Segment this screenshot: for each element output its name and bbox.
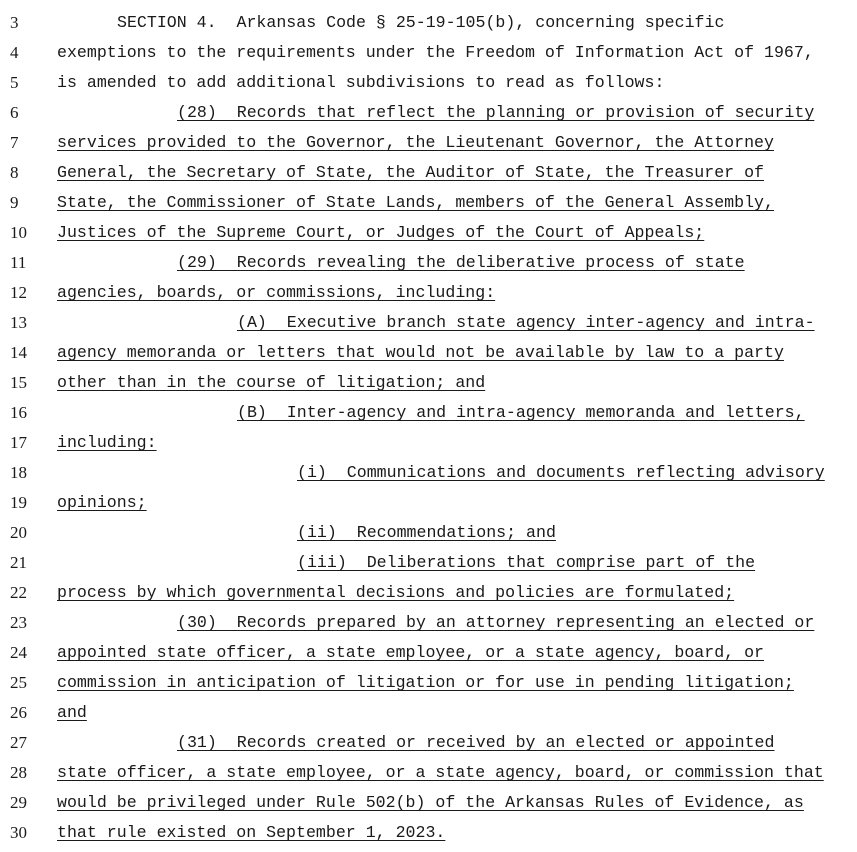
document-line	[0, 518, 857, 548]
document-line	[0, 98, 857, 128]
line-text	[57, 98, 814, 128]
document-line	[0, 668, 857, 698]
underlined-amendment-text: services provided to the Governor, the Lieutenant Governor, the Attorney	[57, 133, 774, 152]
line-number: 5	[10, 73, 19, 92]
line-text	[57, 668, 794, 698]
document-page	[0, 8, 857, 848]
line-number: 22	[10, 583, 27, 602]
line-number: 9	[10, 193, 19, 212]
underlined-amendment-text: (29) Records revealing the deliberative process of state	[177, 253, 745, 272]
document-line	[0, 398, 857, 428]
underlined-amendment-text: (ii) Recommendations; and	[297, 523, 556, 542]
line-text	[57, 308, 815, 338]
underlined-amendment-text: process by which governmental decisions and policies are formulated;	[57, 583, 735, 602]
underlined-amendment-text: state officer, a state employee, or a state agency, board, or commission that	[57, 763, 824, 782]
line-number: 6	[10, 103, 19, 122]
line-text	[57, 698, 87, 728]
underlined-amendment-text: commission in anticipation of litigation or for use in pending litigation;	[57, 673, 794, 692]
line-number: 20	[10, 523, 27, 542]
line-text	[57, 608, 814, 638]
line-text	[57, 8, 724, 38]
line-text	[57, 788, 804, 818]
document-line	[0, 128, 857, 158]
line-number: 30	[10, 823, 27, 842]
line-text	[57, 398, 805, 428]
underlined-amendment-text: that rule existed on September 1, 2023.	[57, 823, 446, 842]
underlined-amendment-text: Justices of the Supreme Court, or Judges of the Court of Appeals;	[57, 223, 705, 242]
document-line	[0, 608, 857, 638]
underlined-amendment-text: (B) Inter-agency and intra-agency memoranda and letters,	[237, 403, 805, 422]
document-line	[0, 428, 857, 458]
line-number: 19	[10, 493, 27, 512]
document-line	[0, 818, 857, 848]
line-number: 24	[10, 643, 27, 662]
line-number: 3	[10, 13, 19, 32]
underlined-amendment-text: other than in the course of litigation; and	[57, 373, 486, 392]
line-text	[57, 368, 485, 398]
line-number: 11	[10, 253, 27, 272]
line-text	[57, 758, 824, 788]
line-number: 25	[10, 673, 27, 692]
line-text	[57, 158, 764, 188]
line-text	[57, 428, 157, 458]
line-text	[57, 278, 495, 308]
line-number: 7	[10, 133, 19, 152]
line-text	[57, 248, 745, 278]
line-text	[57, 38, 814, 68]
line-number: 26	[10, 703, 27, 722]
document-line	[0, 248, 857, 278]
underlined-amendment-text: including:	[57, 433, 157, 452]
underlined-amendment-text: (31) Records created or received by an elected or appointed	[177, 733, 775, 752]
underlined-amendment-text: would be privileged under Rule 502(b) of the Arkansas Rules of Evidence, as	[57, 793, 804, 812]
line-number: 23	[10, 613, 27, 632]
document-line	[0, 788, 857, 818]
underlined-amendment-text: opinions;	[57, 493, 147, 512]
line-text	[57, 338, 784, 368]
document-line	[0, 338, 857, 368]
document-line	[0, 38, 857, 68]
line-text	[57, 518, 556, 548]
document-line	[0, 758, 857, 788]
underlined-amendment-text: agencies, boards, or commissions, including:	[57, 283, 496, 302]
document-line	[0, 68, 857, 98]
line-text	[57, 68, 664, 98]
underlined-amendment-text: (28) Records that reflect the planning or provision of security	[177, 103, 815, 122]
underlined-amendment-text: General, the Secretary of State, the Auditor of State, the Treasurer of	[57, 163, 765, 182]
underlined-amendment-text: and	[57, 703, 87, 722]
line-number: 16	[10, 403, 27, 422]
line-text	[57, 218, 704, 248]
document-line	[0, 278, 857, 308]
document-line	[0, 548, 857, 578]
document-line	[0, 308, 857, 338]
line-text	[57, 488, 147, 518]
plain-text: SECTION 4. Arkansas Code § 25-19-105(b), concerning specific	[117, 13, 725, 32]
line-number: 28	[10, 763, 27, 782]
underlined-amendment-text: State, the Commissioner of State Lands, members of the General Assembly,	[57, 193, 774, 212]
document-line	[0, 578, 857, 608]
document-line	[0, 188, 857, 218]
document-line	[0, 488, 857, 518]
document-line	[0, 368, 857, 398]
document-line	[0, 458, 857, 488]
line-number: 4	[10, 43, 19, 62]
line-number: 8	[10, 163, 19, 182]
underlined-amendment-text: agency memoranda or letters that would not be available by law to a party	[57, 343, 784, 362]
line-text	[57, 818, 445, 848]
line-text	[57, 458, 825, 488]
underlined-amendment-text: appointed state officer, a state employee, or a state agency, board, or	[57, 643, 765, 662]
document-line	[0, 638, 857, 668]
line-number: 13	[10, 313, 27, 332]
line-number: 17	[10, 433, 27, 452]
underlined-amendment-text: (i) Communications and documents reflecting advisory	[297, 463, 825, 482]
line-number: 27	[10, 733, 27, 752]
line-number: 12	[10, 283, 27, 302]
underlined-amendment-text: (A) Executive branch state agency inter-agency and intra-	[237, 313, 815, 332]
line-text	[57, 638, 764, 668]
line-number: 14	[10, 343, 27, 362]
line-text	[57, 728, 774, 758]
underlined-amendment-text: (iii) Deliberations that comprise part of the	[297, 553, 756, 572]
plain-text: exemptions to the requirements under the Freedom of Information Act of 1967,	[57, 43, 814, 62]
line-text	[57, 548, 755, 578]
document-line	[0, 698, 857, 728]
line-number: 18	[10, 463, 27, 482]
line-text	[57, 578, 734, 608]
line-number: 29	[10, 793, 27, 812]
line-text	[57, 188, 774, 218]
document-line	[0, 158, 857, 188]
line-number: 10	[10, 223, 27, 242]
line-text	[57, 128, 774, 158]
document-line	[0, 8, 857, 38]
document-line	[0, 728, 857, 758]
plain-text: is amended to add additional subdivisions to read as follows:	[57, 73, 665, 92]
line-number: 15	[10, 373, 27, 392]
underlined-amendment-text: (30) Records prepared by an attorney representing an elected or	[177, 613, 815, 632]
line-number: 21	[10, 553, 27, 572]
document-line	[0, 218, 857, 248]
